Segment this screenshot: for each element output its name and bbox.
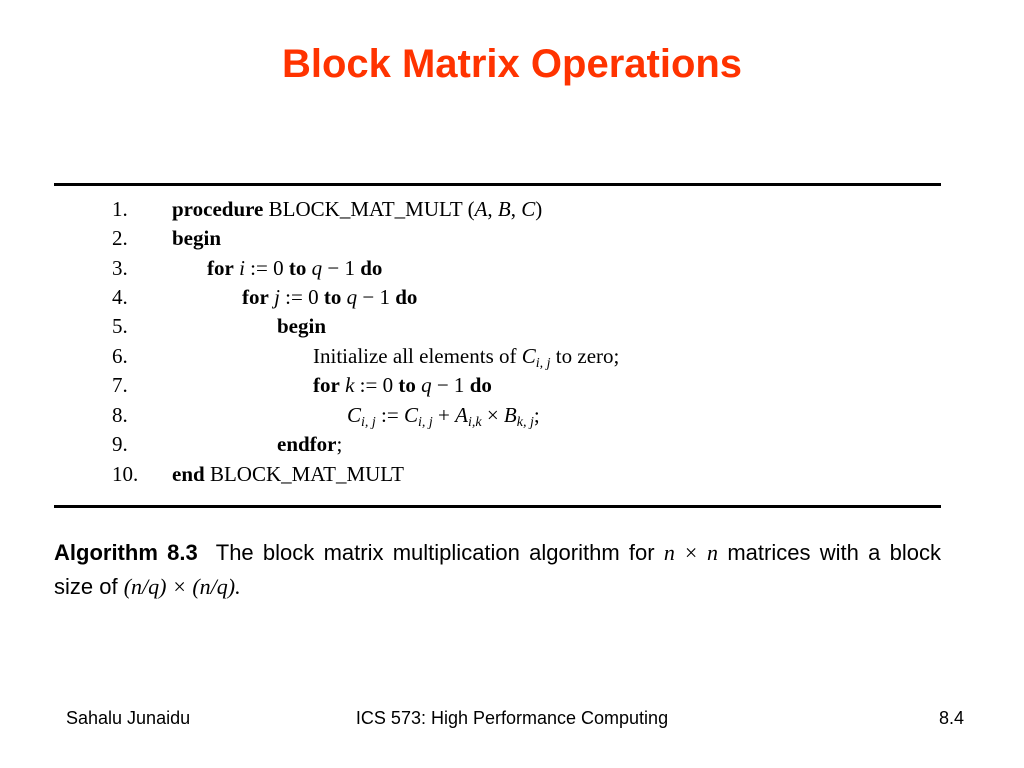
- line-code: [313, 371, 492, 400]
- keyword: begin: [172, 226, 222, 250]
- line-code: [347, 401, 540, 430]
- code-text: ,: [487, 197, 498, 221]
- line-number: 2.: [112, 226, 128, 250]
- keyword: endfor: [277, 432, 337, 456]
- code-text: +: [432, 403, 456, 427]
- bottom-rule: [54, 505, 941, 508]
- variable: k: [345, 373, 355, 397]
- code-text: BLOCK_MAT_MULT: [204, 462, 405, 486]
- keyword: do: [395, 285, 418, 309]
- caption-text: matrices with a block size of: [54, 540, 941, 599]
- code-text: − 1: [357, 285, 396, 309]
- subscript: k, j: [516, 415, 534, 430]
- algorithm-caption: [54, 536, 941, 604]
- variable: q: [421, 373, 432, 397]
- caption-label: Algorithm 8.3: [54, 540, 198, 565]
- code-text: := 0: [244, 256, 289, 280]
- code-text: to zero;: [550, 344, 620, 368]
- variable: C: [521, 344, 536, 368]
- keyword: procedure: [172, 197, 264, 221]
- footer-course: ICS 573: High Performance Computing: [355, 708, 669, 728]
- code-text: ): [535, 197, 543, 221]
- line-number: 1.: [112, 197, 128, 221]
- variable: C: [403, 403, 418, 427]
- caption-math: ×: [674, 540, 708, 565]
- keyword: to: [323, 285, 342, 309]
- code-text: ,: [510, 197, 522, 221]
- variable: C: [521, 197, 536, 221]
- keyword: to: [398, 373, 416, 397]
- line-code: [242, 283, 417, 312]
- footer-author: Sahalu Junaidu: [66, 708, 191, 728]
- variable: A: [455, 403, 468, 427]
- line-code: [277, 430, 342, 459]
- code-text: ;: [533, 403, 540, 427]
- line-number: 3.: [112, 256, 128, 280]
- code-text: Initialize all elements of: [313, 344, 522, 368]
- keyword: for: [313, 373, 340, 397]
- code-text: := 0: [354, 373, 399, 397]
- subscript: i,k: [467, 415, 482, 430]
- line-code: [172, 195, 542, 224]
- caption-math: (n/q) × (n/q): [123, 574, 236, 599]
- line-number: 7.: [112, 373, 128, 397]
- subscript: i, j: [418, 415, 433, 430]
- code-text: := 0: [279, 285, 324, 309]
- variable: q: [346, 285, 358, 309]
- code-text: :=: [375, 403, 404, 427]
- line-code: [313, 342, 619, 371]
- keyword: for: [242, 285, 269, 309]
- variable: A: [474, 197, 488, 221]
- line-number: 5.: [112, 314, 128, 338]
- code-text: − 1: [322, 256, 361, 280]
- line-number: 9.: [112, 432, 128, 456]
- variable: C: [347, 403, 362, 427]
- variable: B: [497, 197, 511, 221]
- line-code: [207, 254, 382, 283]
- line-code: [172, 460, 404, 489]
- keyword: to: [288, 256, 307, 280]
- keyword: do: [360, 256, 383, 280]
- subscript: i, j: [361, 415, 376, 430]
- line-number: 8.: [112, 403, 128, 427]
- code-text: BLOCK_MAT_MULT (: [263, 197, 475, 221]
- variable: j: [274, 285, 280, 309]
- variable: q: [311, 256, 323, 280]
- keyword: begin: [277, 314, 327, 338]
- top-rule: [54, 183, 941, 186]
- line-number: 4.: [112, 285, 128, 309]
- caption-math: .: [235, 574, 241, 599]
- line-code: [277, 312, 326, 341]
- code-text: ×: [481, 403, 504, 427]
- code-text: ;: [336, 432, 343, 456]
- keyword: do: [469, 373, 492, 397]
- line-code: [172, 224, 221, 253]
- slide-title: Block Matrix Operations: [281, 42, 743, 86]
- keyword: end: [172, 462, 205, 486]
- variable: i: [239, 256, 245, 280]
- subscript: i, j: [535, 356, 551, 371]
- caption-text: The block matrix multiplication algorithm for: [215, 540, 664, 565]
- keyword: for: [207, 256, 234, 280]
- footer-page-number: 8.4: [938, 708, 964, 728]
- variable: B: [503, 403, 517, 427]
- line-number: 6.: [112, 344, 128, 368]
- caption-math: n: [707, 540, 719, 565]
- code-text: − 1: [431, 373, 470, 397]
- line-number: 10.: [112, 462, 139, 486]
- caption-math: n: [663, 540, 675, 565]
